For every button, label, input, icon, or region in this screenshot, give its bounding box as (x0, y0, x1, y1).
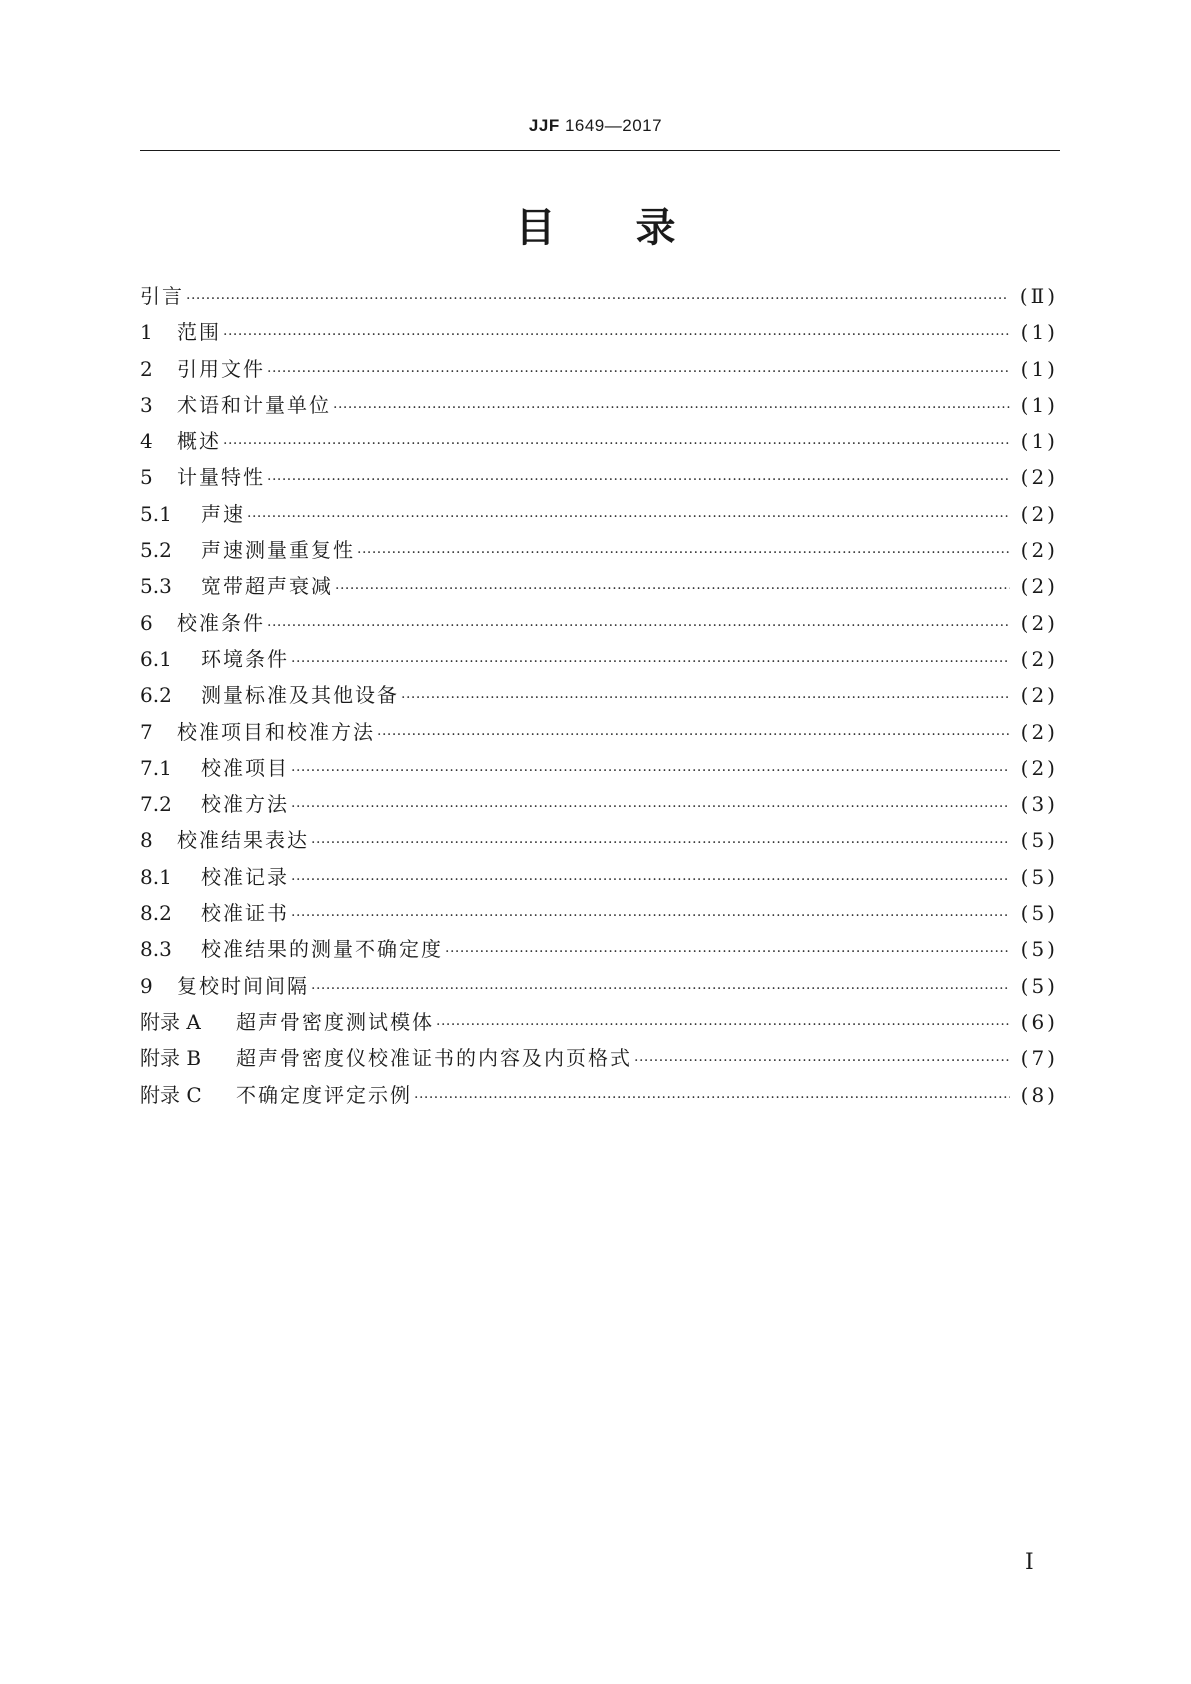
toc-dot-leader (186, 281, 1010, 317)
toc-dot-leader (291, 644, 1010, 680)
toc-dot-leader (634, 1043, 1010, 1079)
toc-entry-number: 附录 C (140, 1082, 202, 1107)
toc-entry-label: 校准方法 (201, 792, 289, 817)
table-of-contents (140, 278, 1058, 1113)
page-number: I (1025, 1550, 1034, 1575)
toc-entry-number: 8.2 (140, 901, 172, 926)
toc-entry-label: 校准项目和校准方法 (177, 719, 375, 744)
toc-entry-label: 计量特性 (177, 465, 265, 490)
toc-entry-page: (3) (1020, 792, 1058, 817)
toc-entry-label: 概述 (177, 429, 221, 454)
toc-entry-number: 5.1 (140, 501, 172, 526)
toc-entry-page: (1) (1020, 429, 1058, 454)
toc-entry-page: (2) (1020, 683, 1058, 708)
toc-dot-leader (267, 354, 1010, 390)
toc-dot-leader (436, 1007, 1010, 1043)
toc-entry-page: (2) (1020, 574, 1058, 599)
page-title-char-2: 录 (635, 205, 676, 251)
toc-entry[interactable] (140, 605, 1058, 641)
toc-dot-leader (311, 971, 1010, 1007)
toc-dot-leader (267, 462, 1010, 498)
toc-entry-label: 宽带超声衰减 (201, 574, 333, 599)
document-code-number: 1649—2017 (564, 116, 663, 135)
toc-entry-number: 2 (140, 356, 153, 381)
toc-entry-page: (1) (1020, 356, 1058, 381)
toc-entry-number: 附录 B (140, 1046, 202, 1071)
toc-entry-number: 1 (140, 320, 153, 345)
header-divider (140, 150, 1060, 151)
toc-entry[interactable] (140, 314, 1058, 350)
toc-entry-number: 7.2 (140, 792, 172, 817)
toc-entry-label: 范围 (177, 320, 221, 345)
toc-entry-page: (5) (1020, 828, 1058, 853)
toc-dot-leader (291, 753, 1010, 789)
toc-entry-page: (2) (1020, 610, 1058, 635)
toc-entry[interactable] (140, 895, 1058, 931)
toc-entry-label: 术语和计量单位 (177, 392, 331, 417)
toc-entry-label: 超声骨密度仪校准证书的内容及内页格式 (236, 1046, 632, 1071)
toc-dot-leader (223, 426, 1010, 462)
toc-entry[interactable] (140, 931, 1058, 967)
toc-entry[interactable] (140, 278, 1058, 314)
toc-entry-page: (2) (1020, 538, 1058, 563)
page-title (0, 196, 1191, 253)
toc-entry-label: 复校时间间隔 (177, 973, 309, 998)
toc-entry[interactable] (140, 568, 1058, 604)
toc-entry[interactable] (140, 1077, 1058, 1113)
toc-entry-page: (2) (1020, 719, 1058, 744)
toc-entry[interactable] (140, 786, 1058, 822)
toc-entry[interactable] (140, 423, 1058, 459)
toc-entry-label: 校准项目 (201, 755, 289, 780)
toc-entry-number: 8.1 (140, 864, 172, 889)
toc-entry-number: 5.3 (140, 574, 172, 599)
toc-dot-leader (311, 825, 1010, 861)
toc-entry-page: (5) (1020, 864, 1058, 889)
toc-entry-page: (1) (1020, 392, 1058, 417)
toc-entry-page: (2) (1020, 501, 1058, 526)
toc-entry-number: 8 (140, 828, 153, 853)
toc-entry[interactable] (140, 859, 1058, 895)
toc-entry-page: (5) (1020, 937, 1058, 962)
toc-entry[interactable] (140, 714, 1058, 750)
toc-dot-leader (357, 535, 1010, 571)
toc-entry[interactable] (140, 1040, 1058, 1076)
toc-entry[interactable] (140, 1004, 1058, 1040)
toc-entry-number: 4 (140, 429, 153, 454)
toc-entry-page: (8) (1020, 1082, 1058, 1107)
toc-dot-leader (267, 608, 1010, 644)
toc-entry-number: 7.1 (140, 755, 172, 780)
toc-dot-leader (291, 789, 1010, 825)
toc-dot-leader (291, 898, 1010, 934)
toc-entry-label: 声速 (201, 501, 245, 526)
toc-entry-label: 校准证书 (201, 901, 289, 926)
toc-entry-label: 声速测量重复性 (201, 538, 355, 563)
toc-entry[interactable] (140, 351, 1058, 387)
toc-dot-leader (333, 390, 1010, 426)
document-code (0, 116, 1191, 136)
toc-entry[interactable] (140, 750, 1058, 786)
toc-entry[interactable] (140, 641, 1058, 677)
toc-entry-page: (5) (1020, 973, 1058, 998)
toc-entry[interactable] (140, 677, 1058, 713)
toc-dot-leader (247, 499, 1010, 535)
page-title-char-1: 目 (515, 205, 556, 251)
toc-entry-number: 6 (140, 610, 153, 635)
toc-entry-page: (2) (1020, 646, 1058, 671)
toc-entry[interactable] (140, 822, 1058, 858)
toc-entry-label: 引言 (140, 284, 184, 308)
toc-entry-page: (Ⅱ) (1019, 284, 1058, 308)
toc-entry-label: 测量标准及其他设备 (201, 683, 399, 708)
toc-entry-label: 引用文件 (177, 356, 265, 381)
toc-entry[interactable] (140, 532, 1058, 568)
toc-entry-page: (5) (1020, 901, 1058, 926)
toc-entry-page: (7) (1020, 1046, 1058, 1071)
toc-entry[interactable] (140, 459, 1058, 495)
toc-dot-leader (377, 717, 1010, 753)
toc-entry[interactable] (140, 387, 1058, 423)
toc-entry-page: (6) (1020, 1009, 1058, 1034)
toc-entry-label: 校准结果表达 (177, 828, 309, 853)
toc-entry-number: 7 (140, 719, 153, 744)
toc-entry-label: 超声骨密度测试模体 (236, 1009, 434, 1034)
toc-entry-number: 3 (140, 392, 153, 417)
toc-entry-number: 6.2 (140, 683, 172, 708)
toc-dot-leader (445, 934, 1010, 970)
toc-dot-leader (401, 680, 1010, 716)
toc-entry-label: 校准条件 (177, 610, 265, 635)
toc-entry-label: 环境条件 (201, 646, 289, 671)
toc-entry-label: 校准结果的测量不确定度 (201, 937, 443, 962)
toc-entry-number: 5 (140, 465, 153, 490)
toc-entry-page: (2) (1020, 755, 1058, 780)
toc-entry-page: (1) (1020, 320, 1058, 345)
toc-entry[interactable] (140, 496, 1058, 532)
toc-dot-leader (414, 1080, 1010, 1116)
toc-entry[interactable] (140, 968, 1058, 1004)
toc-dot-leader (335, 571, 1010, 607)
toc-entry-number: 9 (140, 973, 153, 998)
toc-dot-leader (291, 862, 1010, 898)
toc-entry-number: 6.1 (140, 646, 172, 671)
toc-entry-number: 5.2 (140, 538, 172, 563)
toc-entry-number: 8.3 (140, 937, 172, 962)
toc-dot-leader (223, 317, 1010, 353)
toc-entry-label: 校准记录 (201, 864, 289, 889)
document-code-prefix: JJF (528, 116, 560, 135)
toc-entry-page: (2) (1020, 465, 1058, 490)
toc-entry-label: 不确定度评定示例 (236, 1082, 412, 1107)
toc-entry-number: 附录 A (140, 1009, 201, 1034)
